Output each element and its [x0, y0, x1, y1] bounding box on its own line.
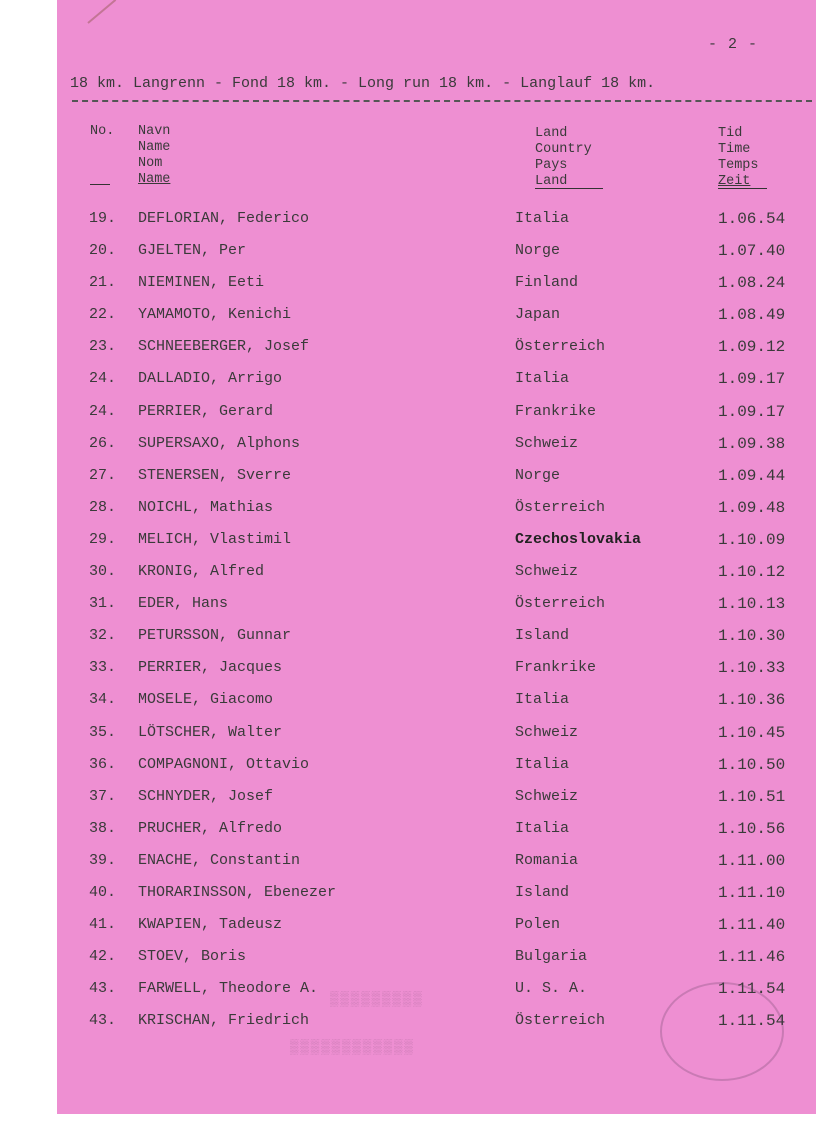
result-name: STOEV, Boris	[138, 948, 247, 966]
result-name: DEFLORIAN, Federico	[138, 210, 310, 227]
result-row	[0, 948, 816, 980]
header-no-label: No.	[90, 124, 115, 139]
result-country: Island	[515, 883, 570, 901]
result-time: 1.11.10	[718, 883, 786, 902]
result-no: 43.	[89, 980, 117, 998]
result-country: Schweiz	[515, 434, 579, 452]
result-name: PERRIER, Gerard	[138, 402, 274, 420]
result-no: 36.	[89, 755, 117, 773]
result-name: DALLADIO, Arrigo	[138, 370, 283, 388]
faded-stamp-center: ▒▒▒▒▒▒▒▒▒	[330, 992, 424, 1008]
faded-stamp-right	[660, 982, 784, 1081]
result-name: STENERSEN, Sverre	[138, 466, 292, 484]
result-country: Schweiz	[515, 787, 579, 805]
result-row	[0, 338, 816, 370]
result-row	[0, 595, 816, 627]
result-row	[0, 210, 816, 242]
result-no: 24.	[89, 402, 117, 420]
result-time: 1.10.33	[718, 659, 786, 678]
result-country: Österreich	[515, 498, 606, 516]
result-name: PETURSSON, Gunnar	[138, 627, 292, 645]
result-time: 1.09.38	[718, 434, 786, 453]
result-name: PRUCHER, Alfredo	[138, 819, 283, 837]
result-row	[0, 435, 816, 467]
result-time: 1.09.12	[718, 338, 786, 357]
result-row	[0, 627, 816, 659]
result-row	[0, 403, 816, 435]
result-row	[0, 242, 816, 274]
result-row	[0, 691, 816, 723]
result-no: 29.	[89, 530, 117, 548]
result-time: 1.11.40	[718, 916, 786, 935]
result-time: 1.09.17	[718, 370, 786, 389]
result-name: SCHNEEBERGER, Josef	[138, 338, 310, 356]
result-time: 1.10.51	[718, 787, 786, 806]
result-country: Czechoslovakia	[515, 530, 642, 548]
result-no: 30.	[89, 563, 117, 581]
results-list	[0, 210, 816, 1044]
result-country: Italia	[515, 819, 570, 837]
result-row	[0, 499, 816, 531]
result-time: 1.09.44	[718, 466, 786, 485]
result-row	[0, 916, 816, 948]
result-country: Polen	[515, 916, 561, 934]
header-time-underline	[718, 188, 767, 189]
result-no: 34.	[89, 691, 117, 709]
header-country-no: Land	[535, 126, 568, 141]
result-name: MOSELE, Giacomo	[138, 691, 274, 709]
result-name: PERRIER, Jacques	[138, 659, 283, 677]
result-no: 32.	[89, 627, 117, 645]
result-no: 31.	[89, 595, 117, 613]
result-country: Schweiz	[515, 723, 579, 741]
header-time-fr: Temps	[718, 158, 759, 173]
result-no: 39.	[89, 851, 117, 869]
header-time-de: Zeit	[718, 174, 751, 189]
result-row	[0, 756, 816, 788]
result-name: MELICH, Vlastimil	[138, 530, 292, 548]
result-row	[0, 724, 816, 756]
result-row	[0, 563, 816, 595]
header-name	[138, 124, 170, 188]
result-time: 1.07.40	[718, 242, 786, 261]
result-name: LÖTSCHER, Walter	[138, 723, 283, 741]
result-row	[0, 467, 816, 499]
result-country: Norge	[515, 242, 561, 260]
result-time: 1.10.56	[718, 819, 786, 838]
result-name: GJELTEN, Per	[138, 242, 247, 260]
result-time: 1.06.54	[718, 210, 786, 228]
result-no: 20.	[89, 242, 117, 260]
result-country: Italia	[515, 691, 570, 709]
result-row	[0, 659, 816, 691]
result-no: 37.	[89, 787, 117, 805]
header-country-en: Country	[535, 142, 592, 157]
result-name: KRONIG, Alfred	[138, 563, 265, 581]
result-no: 41.	[89, 916, 117, 934]
result-country: Österreich	[515, 1012, 606, 1030]
header-no	[90, 124, 114, 140]
header-country-fr: Pays	[535, 158, 568, 173]
result-name: SCHNYDER, Josef	[138, 787, 274, 805]
result-name: YAMAMOTO, Kenichi	[138, 306, 292, 324]
result-name: THORARINSSON, Ebenezer	[138, 883, 337, 901]
header-country-underline	[535, 188, 603, 189]
header-time-en: Time	[718, 142, 751, 157]
dashed-divider	[72, 100, 812, 102]
header-name-en: Name	[138, 140, 171, 155]
result-row	[0, 274, 816, 306]
result-country: Finland	[515, 274, 579, 292]
page-number: - 2 -	[708, 36, 759, 53]
result-no: 38.	[89, 819, 117, 837]
result-row	[0, 884, 816, 916]
header-no-underline	[90, 184, 110, 185]
result-country: Österreich	[515, 595, 606, 613]
result-name: ENACHE, Constantin	[138, 851, 301, 869]
result-no: 42.	[89, 948, 117, 966]
result-time: 1.10.12	[718, 563, 786, 582]
result-country: Frankrike	[515, 659, 597, 677]
header-country	[535, 126, 592, 190]
result-no: 43.	[89, 1012, 117, 1030]
result-country: Norge	[515, 466, 561, 484]
result-country: Italia	[515, 370, 570, 388]
result-time: 1.10.30	[718, 627, 786, 646]
header-name-no: Navn	[138, 124, 171, 139]
header-country-de: Land	[535, 174, 568, 189]
result-name: KWAPIEN, Tadeusz	[138, 916, 283, 934]
result-country: Romania	[515, 851, 579, 869]
result-name: NIEMINEN, Eeti	[138, 274, 265, 292]
result-country: U. S. A.	[515, 980, 588, 998]
result-time: 1.08.49	[718, 306, 786, 325]
result-time: 1.08.24	[718, 274, 786, 293]
result-time: 1.09.17	[718, 402, 786, 421]
result-no: 28.	[89, 498, 117, 516]
result-time: 1.09.48	[718, 498, 786, 517]
result-no: 33.	[89, 659, 117, 677]
result-no: 40.	[89, 883, 117, 901]
result-no: 19.	[89, 210, 117, 227]
result-no: 35.	[89, 723, 117, 741]
result-time: 1.10.09	[718, 530, 786, 549]
result-country: Japan	[515, 306, 561, 324]
result-name: KRISCHAN, Friedrich	[138, 1012, 310, 1030]
result-no: 23.	[89, 338, 117, 356]
result-time: 1.11.54	[718, 1012, 786, 1031]
result-time: 1.10.50	[718, 755, 786, 774]
result-time: 1.10.13	[718, 595, 786, 614]
result-time: 1.11.00	[718, 851, 786, 870]
result-name: SUPERSAXO, Alphons	[138, 434, 301, 452]
result-row	[0, 306, 816, 338]
result-country: Italia	[515, 210, 570, 227]
result-time: 1.10.45	[718, 723, 786, 742]
result-time: 1.11.54	[718, 980, 786, 999]
page-heading: 18 km. Langrenn - Fond 18 km. - Long run 18 km. - Langlauf 18 km.	[70, 75, 656, 92]
result-no: 26.	[89, 434, 117, 452]
result-no: 24.	[89, 370, 117, 388]
result-country: Island	[515, 627, 570, 645]
result-row	[0, 820, 816, 852]
result-name: COMPAGNONI, Ottavio	[138, 755, 310, 773]
result-country: Italia	[515, 755, 570, 773]
result-no: 22.	[89, 306, 117, 324]
result-time: 1.11.46	[718, 948, 786, 967]
result-name: FARWELL, Theodore A.	[138, 980, 319, 998]
result-no: 27.	[89, 466, 117, 484]
result-row	[0, 852, 816, 884]
result-row	[0, 531, 816, 563]
header-time-no: Tid	[718, 126, 743, 141]
result-no: 21.	[89, 274, 117, 292]
result-country: Österreich	[515, 338, 606, 356]
result-row	[0, 370, 816, 402]
result-country: Bulgaria	[515, 948, 588, 966]
result-name: NOICHL, Mathias	[138, 498, 274, 516]
result-time: 1.10.36	[718, 691, 786, 710]
header-name-de: Name	[138, 172, 171, 187]
result-country: Schweiz	[515, 563, 579, 581]
header-time	[718, 126, 759, 190]
faded-stamp-lower: ▒▒▒▒▒▒▒▒▒▒▒▒	[290, 1040, 415, 1056]
result-row	[0, 788, 816, 820]
result-name: EDER, Hans	[138, 595, 229, 613]
header-name-fr: Nom	[138, 156, 163, 171]
result-country: Frankrike	[515, 402, 597, 420]
